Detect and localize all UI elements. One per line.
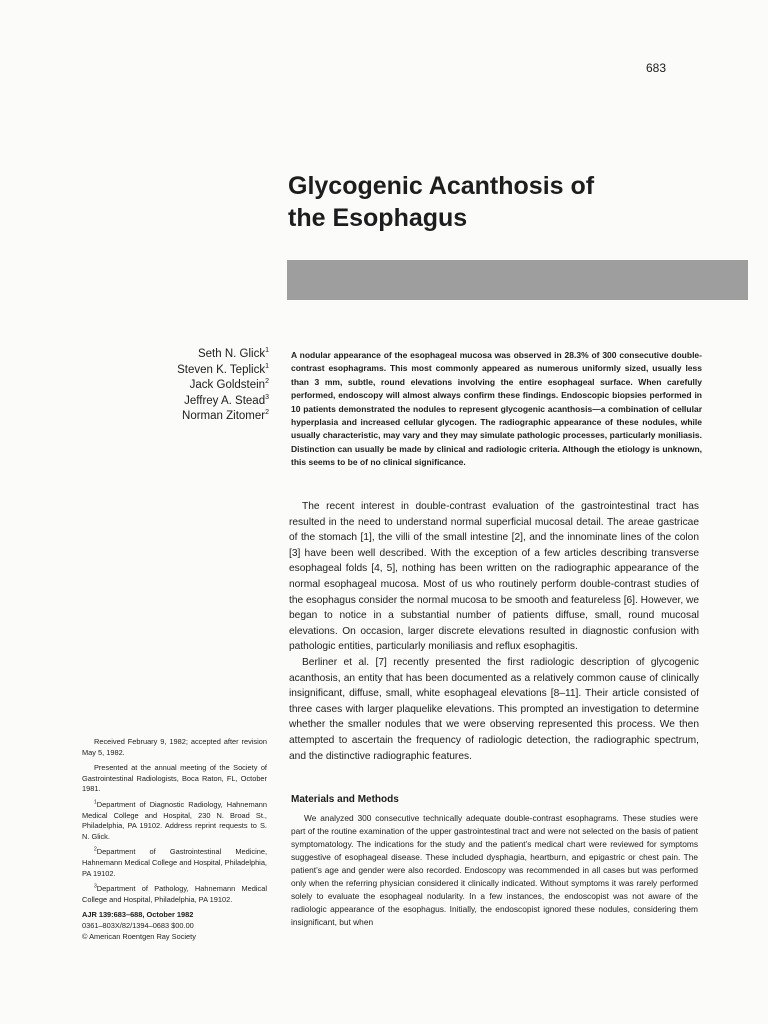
affiliation-note bbox=[82, 847, 267, 879]
article-title bbox=[288, 170, 728, 234]
author-affiliation-mark: 1 bbox=[265, 347, 269, 355]
body-paragraph: Berliner et al. [7] recently presented the first radiologic description of glycogenic acanthosis, an entity that has been documented as a relatively common cause of clinically insignificant, diffuse, small, white esophageal elevations [8–11]. Their article consisted of three cases with larger plaquelike elevations. This prompted an investigation to determine whether the smaller nodules that we were observing represented this process. We then attempted to ascertain the frequency of radiologic detection, the radiographic spectrum, and the distinctive radiographic features. bbox=[289, 656, 699, 762]
author bbox=[100, 363, 269, 379]
affiliation-note bbox=[82, 884, 267, 905]
page-number: 683 bbox=[646, 61, 667, 75]
received-note: Received February 9, 1982; accepted after revision May 5, 1982. bbox=[82, 737, 267, 757]
author-affiliation-mark: 2 bbox=[265, 378, 269, 386]
affiliation-text: Department of Diagnostic Radiology, Hahnemann Medical College and Hospital, 230 N. Broad St., Philadelphia, PA 19102. Address reprint requests to S. N. Glick. bbox=[82, 799, 267, 841]
author-affiliation-mark: 2 bbox=[265, 409, 269, 417]
author-name: Steven K. Teplick bbox=[177, 363, 266, 376]
title-line: Glycogenic Acanthosis of bbox=[288, 172, 595, 200]
affiliation-text: Department of Gastrointestinal Medicine, Hahnemann Medical College and Hospital, Philadelphia, PA 19102. bbox=[82, 847, 267, 878]
affiliation-mark: 1 bbox=[94, 799, 97, 806]
affiliation-mark: 3 bbox=[94, 883, 97, 890]
abstract: A nodular appearance of the esophageal mucosa was observed in 28.3% of 300 consecutive double-contrast esophagrams. This most commonly appeared as numerous uniformly sized, usually less than 3 mm, subtle, round elevations involving the entire esophageal surface. When carefully performed, endoscopy will almost always confirm these findings. Endoscopic biopsies performed in 10 patients demonstrated the nodules to represent glycogenic acanthosis—a combination of cellular hyperplasia and increased cellular glycogen. The radiographic appearance of these nodules, while usually characteristic, may vary and they may simulate pathologic processes, particularly moniliasis. Distinction can usually be made by clinical and radiologic criteria. Although the etiology is unknown, this seems to be of no clinical significance. bbox=[291, 350, 702, 468]
methods-paragraph: We analyzed 300 consecutive technically adequate double-contrast esophagrams. These studies were part of the routine examination of the upper gastrointestinal tract and were not selected on the basis of patient symptomatology. The indications for the study and the patient’s medical chart were reviewed for symptoms suggestive of esophageal disease. These included dysphagia, heartburn, and epigastric or chest pain. The patient’s age and gender were also recorded. Endoscopy was recommended in all cases but was performed only when the referring physician considered it clinically indicated. Without symptoms it was rarely performed solely to evaluate the esophageal nodularity. In a few instances, the endoscopist was not aware of the radiologic appearance of the esophagus. Initially, the endoscopist ignored these nodules, considering them insignificant, but when bbox=[291, 813, 698, 927]
author bbox=[100, 378, 269, 394]
author-name: Seth N. Glick bbox=[197, 348, 266, 360]
author-name: Norman Zitomer bbox=[182, 410, 266, 422]
article-code: 0361–803X/82/1394–0683 $00.00 bbox=[82, 920, 194, 930]
author-affiliation-mark: 1 bbox=[265, 362, 269, 370]
title-banner bbox=[287, 260, 748, 300]
author bbox=[100, 394, 269, 410]
section-heading: Materials and Methods bbox=[291, 794, 399, 805]
author-list bbox=[100, 347, 269, 425]
journal-citation: AJR 139:683–688, October 1982 bbox=[82, 910, 194, 920]
affiliation-note bbox=[82, 800, 267, 842]
author-name: Jack Goldstein bbox=[189, 379, 266, 391]
title-line: the Esophagus bbox=[288, 204, 468, 232]
article-footnotes bbox=[82, 737, 267, 942]
author bbox=[100, 409, 269, 425]
affiliation-text: Department of Pathology, Hahnemann Medical College and Hospital, Philadelphia, PA 19102. bbox=[82, 884, 267, 904]
author-affiliation-mark: 3 bbox=[265, 393, 269, 401]
introduction bbox=[289, 499, 699, 764]
affiliation-mark: 2 bbox=[94, 846, 97, 853]
presented-note: Presented at the annual meeting of the Society of Gastrointestinal Radiologists, Boca Raton, FL, October 1981. bbox=[82, 763, 267, 794]
author-name: Jeffrey A. Stead bbox=[184, 394, 266, 407]
body-paragraph: The recent interest in double-contrast evaluation of the gastrointestinal tract has resulted in the need to understand normal superficial mucosal detail. The areae gastricae of the stomach [1], the villi of the small intestine [2], and the innominate lines of the colon [3] have been well described. With the exception of a few articles describing transverse esophageal folds [4, 5], nothing has been written on the radiographic appearance of the normal esophageal mucosa. Most of us who routinely perform double-contrast studies of the esophagus consider the normal mucosa to be smooth and featureless [6]. However, we began to notice in a substantial number of patients diffuse, small, round mucosal elevations. On occasion, larger discrete elevations resulted in diagnostic confusion with pathologic entities, particularly moniliasis and reflux esophagitis. bbox=[289, 501, 699, 653]
author bbox=[100, 347, 269, 363]
copyright: © American Roentgen Ray Society bbox=[82, 931, 196, 941]
